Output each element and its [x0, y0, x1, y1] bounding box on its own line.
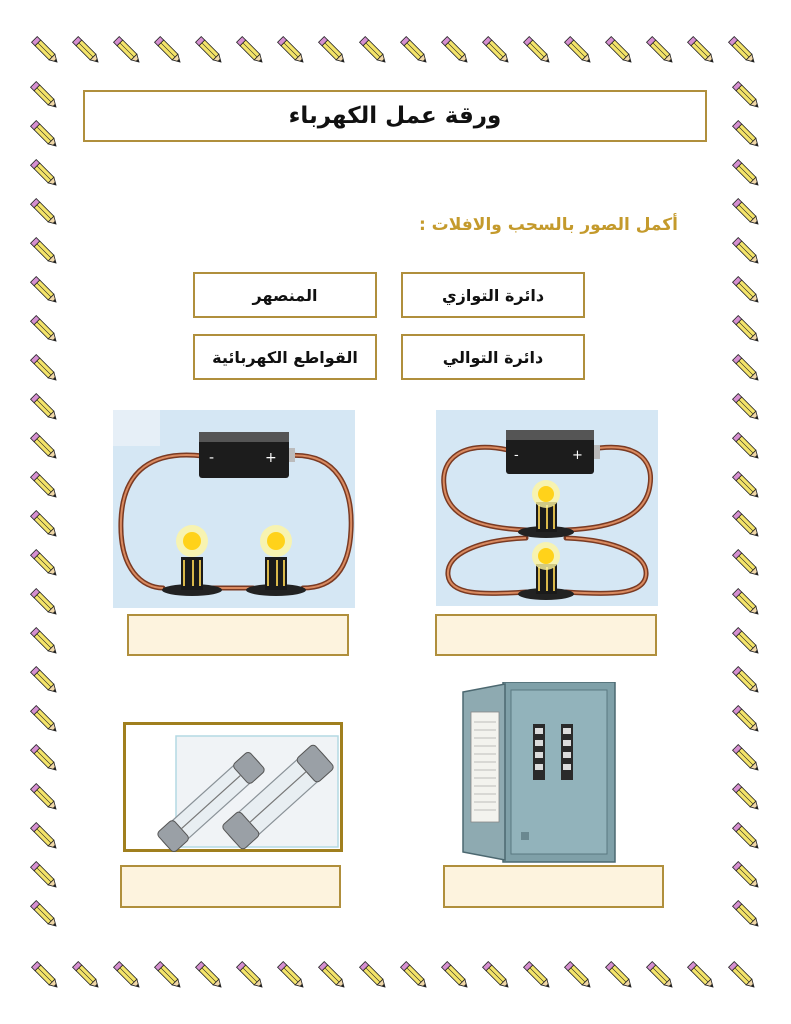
parallel-circuit-picture: [436, 410, 658, 606]
pencil-icon: [237, 962, 265, 990]
word-card-series-circuit[interactable]: [401, 334, 585, 380]
pencil-icon: [196, 962, 224, 990]
battery-icon: [506, 430, 600, 474]
pencil-icon: [688, 962, 716, 990]
pencil-icon: [733, 277, 761, 305]
answer-box-parallel[interactable]: [435, 614, 657, 656]
pencil-icon: [278, 37, 306, 65]
word-card-label: دائرة التوالي: [442, 347, 544, 367]
pencil-icon: [360, 962, 388, 990]
pencil-icon: [733, 238, 761, 266]
pencil-icon: [319, 962, 347, 990]
word-card-label: القواطع الكهربائية: [212, 347, 358, 367]
pencil-icon: [360, 37, 388, 65]
fuse-picture: [123, 722, 343, 852]
word-card-label: المنصهر: [252, 285, 318, 305]
pencil-icon: [73, 962, 101, 990]
pencil-icon: [733, 901, 761, 929]
pencil-icon: [733, 394, 761, 422]
word-card-label: دائرة التوازي: [441, 285, 545, 305]
pencil-icon: [733, 355, 761, 383]
pencil-icon: [31, 238, 59, 266]
pencil-icon: [31, 823, 59, 851]
pencil-icon: [31, 472, 59, 500]
word-card-fuse[interactable]: [193, 272, 377, 318]
pencil-icon: [31, 82, 59, 110]
pencil-icon: [729, 962, 757, 990]
answer-box-breakers[interactable]: [443, 865, 664, 908]
pencil-icon: [31, 316, 59, 344]
pencil-icon: [733, 628, 761, 656]
page-title: ورقة عمل الكهرباء: [288, 103, 502, 129]
pencil-icon: [114, 37, 142, 65]
pencil-icon: [31, 589, 59, 617]
pencil-icon: [31, 667, 59, 695]
pencil-icon: [733, 745, 761, 773]
title-box: [83, 90, 707, 142]
pencil-icon: [319, 37, 347, 65]
pencil-icon: [733, 433, 761, 461]
pencil-icon: [196, 37, 224, 65]
series-circuit-picture: [113, 410, 355, 608]
pencil-icon: [32, 37, 60, 65]
pencil-icon: [606, 37, 634, 65]
pencil-icon: [155, 962, 183, 990]
pencil-icon: [483, 37, 511, 65]
pencil-icon: [647, 962, 675, 990]
pencil-icon: [31, 277, 59, 305]
pencil-icon: [733, 667, 761, 695]
pencil-icon: [733, 823, 761, 851]
pencil-icon: [31, 511, 59, 539]
pencil-icon: [31, 901, 59, 929]
pencil-icon: [606, 962, 634, 990]
pencil-icon: [565, 37, 593, 65]
pencil-icon: [733, 199, 761, 227]
pencil-icon: [31, 784, 59, 812]
word-card-circuit-breakers[interactable]: [193, 334, 377, 380]
pencil-icon: [524, 37, 552, 65]
pencil-icon: [524, 962, 552, 990]
pencil-icon: [733, 589, 761, 617]
pencil-icon: [733, 706, 761, 734]
pencil-icon: [733, 862, 761, 890]
pencil-icon: [733, 472, 761, 500]
pencil-icon: [733, 550, 761, 578]
pencil-icon: [31, 121, 59, 149]
answer-box-series[interactable]: [127, 614, 349, 656]
pencil-icon: [401, 962, 429, 990]
pencil-icon: [114, 962, 142, 990]
pencil-icon: [31, 862, 59, 890]
pencil-icon: [733, 121, 761, 149]
pencil-icon: [31, 433, 59, 461]
pencil-icon: [733, 784, 761, 812]
pencil-icon: [31, 199, 59, 227]
battery-positive-label: +: [265, 450, 277, 466]
pencil-icon: [729, 37, 757, 65]
pencil-icon: [32, 962, 60, 990]
pencil-icon: [442, 37, 470, 65]
pencil-icon: [733, 82, 761, 110]
pencil-icon: [401, 37, 429, 65]
instruction-text: أكمل الصور بالسحب والافلات :: [418, 215, 678, 235]
pencil-icon: [733, 316, 761, 344]
battery-positive-label: +: [572, 448, 583, 463]
pencil-icon: [483, 962, 511, 990]
pencil-icon: [442, 962, 470, 990]
pencil-icon: [155, 37, 183, 65]
pencil-icon: [31, 550, 59, 578]
breaker-panel-icon: [463, 682, 615, 862]
pencil-icon: [565, 962, 593, 990]
pencil-icon: [31, 394, 59, 422]
pencil-icon: [31, 160, 59, 188]
word-card-parallel-circuit[interactable]: [401, 272, 585, 318]
answer-box-fuse[interactable]: [120, 865, 341, 908]
breaker-panel-picture: [461, 682, 617, 864]
pencil-icon: [73, 37, 101, 65]
pencil-icon: [733, 511, 761, 539]
pencil-icon: [278, 962, 306, 990]
pencil-icon: [237, 37, 265, 65]
pencil-icon: [31, 628, 59, 656]
battery-icon: [199, 432, 295, 478]
pencil-icon: [733, 160, 761, 188]
pencil-icon: [688, 37, 716, 65]
pencil-icon: [647, 37, 675, 65]
pencil-icon: [31, 706, 59, 734]
pencil-icon: [31, 355, 59, 383]
pencil-icon: [31, 745, 59, 773]
battery-negative-label: -: [514, 448, 519, 463]
battery-negative-label: -: [209, 450, 215, 466]
